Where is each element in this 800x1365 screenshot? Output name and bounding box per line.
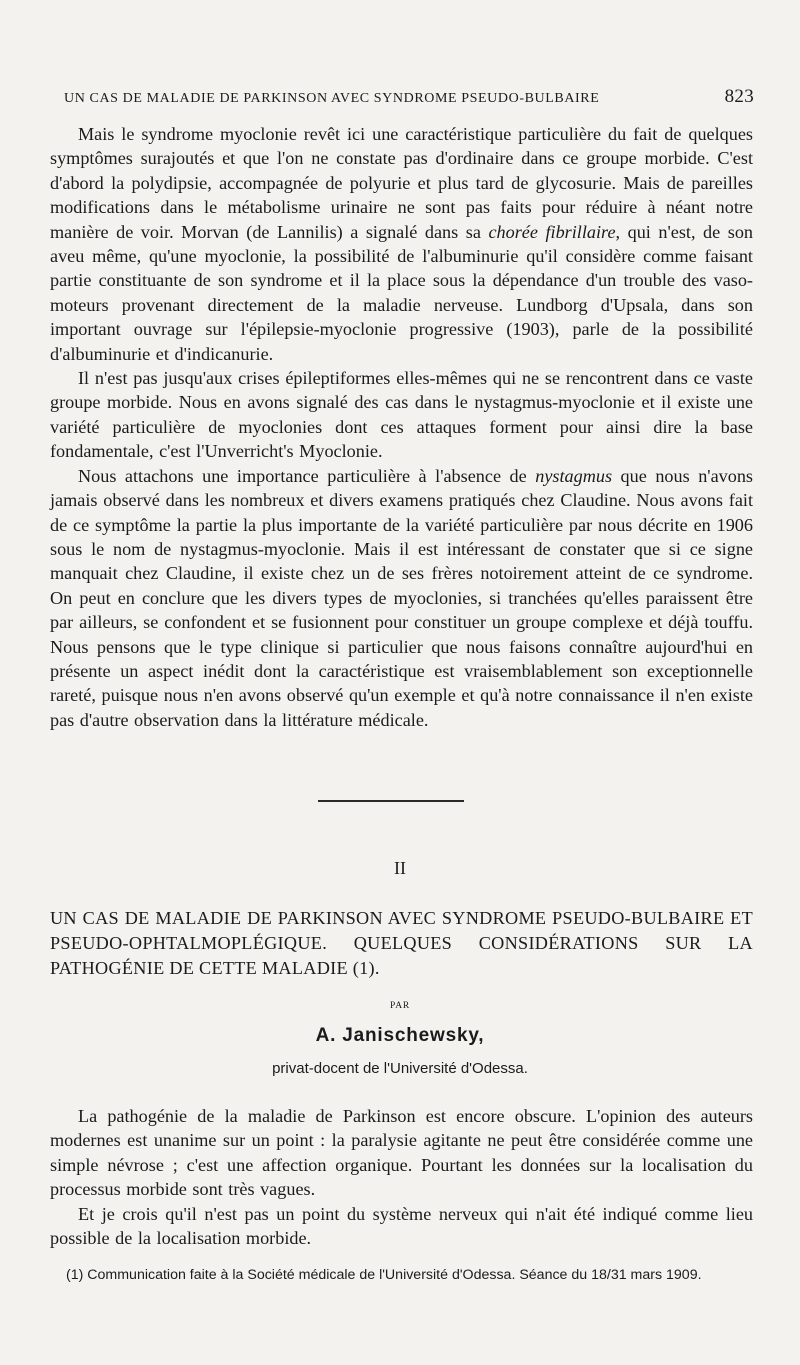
section-divider — [318, 800, 464, 802]
footnote: (1) Communication faite à la Société médicale de l'Université d'Odessa. Séance du 18/31 mars 1909. — [66, 1267, 702, 1283]
body-paragraph: Nous attachons une importance particulière à l'absence de nystagmus que nous n'avons jamais observé dans les nombreux et divers examens pratiqués chez Claudine. Nous avons fait de ce symptôme la partie la plus importante de la variété particulière par nous décrite en 1906 sous le nom de nystagmus-myoclonie. Mais il est intéressant de constater que si ce signe manquait chez Claudine, il existe chez un de ses frères notoirement atteint de ce syndrome. On peut en conclure que les divers types de myoclonies, si tranchées qu'elles paraissent être par ailleurs, se confondent et se fusionnent pour constituer un groupe complexe et déjà touffu. Nous pensons que le type clinique si particulier que nous faisons connaître aujourd'hui en présente un aspect inédit dont la caractéristique est vraisemblablement son exceptionnelle rareté, puisque nous n'en avons observé qu'un exemple et qu'à notre connaissance il n'en existe pas d'autre observation dans la littérature médicale. — [50, 465, 754, 730]
body-paragraph: Il n'est pas jusqu'aux crises épileptiformes elles-mêmes qui ne se rencontrent dans ce vaste groupe morbide. Nous en avons signalé des cas dans le nystagmus-myoclonie et il existe une variété particulière de myoclonies dont ces attaques forment pour ainsi dire la base fondamentale, c'est l'Unverricht's Myoclonie. — [50, 368, 753, 462]
running-header — [64, 86, 754, 108]
section-number: II — [394, 858, 406, 878]
page-number: 823 — [724, 86, 754, 107]
article-title: UN CAS DE MALADIE DE PARKINSON AVEC SYNDROME PSEUDO-BULBAIRE ET PSEUDO-OPHTALMOPLÉGIQUE. QUELQUES CONSIDÉRATIONS SUR LA PATHOGÉNIE DE CETTE MALADIE (1). — [50, 908, 753, 978]
article-body — [50, 1104, 753, 1250]
preceding-article-body — [50, 122, 753, 732]
body-paragraph: Mais le syndrome myoclonie revêt ici une caractéristique particulière du fait de quelques symptômes surajoutés et que l'on ne constate pas d'ordinaire dans ce groupe morbide. C'est d'abord la polydipsie, accompagnée de polyurie et plus tard de glycosurie. Mais de pareilles modifications dans le métabolisme urinaire ne sont pas faits pour réduire à néant notre manière de voir. Morvan (de Lannilis) a signalé dans sa chorée fibrillaire, qui n'est, de son aveu même, qu'une myoclonie, la possibilité de l'albuminurie qu'il considère comme faisant partie constituante de son syndrome et il la place sous la dépendance d'un trouble des vaso-moteurs provenant directement de la maladie nerveuse. Lundborg d'Upsala, dans son important ouvrage sur l'épilepsie-myoclonie progressive (1903), parle de la possibilité d'albuminurie et d'indicanurie. — [50, 124, 754, 364]
article-paragraph: La pathogénie de la maladie de Parkinson est encore obscure. L'opinion des auteurs modernes est unanime sur un point : la paralysie agitante ne peut être considérée comme une simple névrose ; c'est une affection organique. Pourtant les données sur la localisation du processus morbide sont très vagues. — [50, 1106, 753, 1200]
author-name: A. Janischewsky, — [315, 1025, 485, 1046]
author-affiliation: privat-docent de l'Université d'Odessa. — [272, 1060, 528, 1077]
article-paragraph: Et je crois qu'il n'est pas un point du système nerveux qui n'ait été indiqué comme lieu possible de la localisation morbide. — [50, 1203, 753, 1249]
running-title: UN CAS DE MALADIE DE PARKINSON AVEC SYNDROME PSEUDO-BULBAIRE — [64, 91, 600, 106]
by-label: PAR — [389, 1001, 410, 1011]
